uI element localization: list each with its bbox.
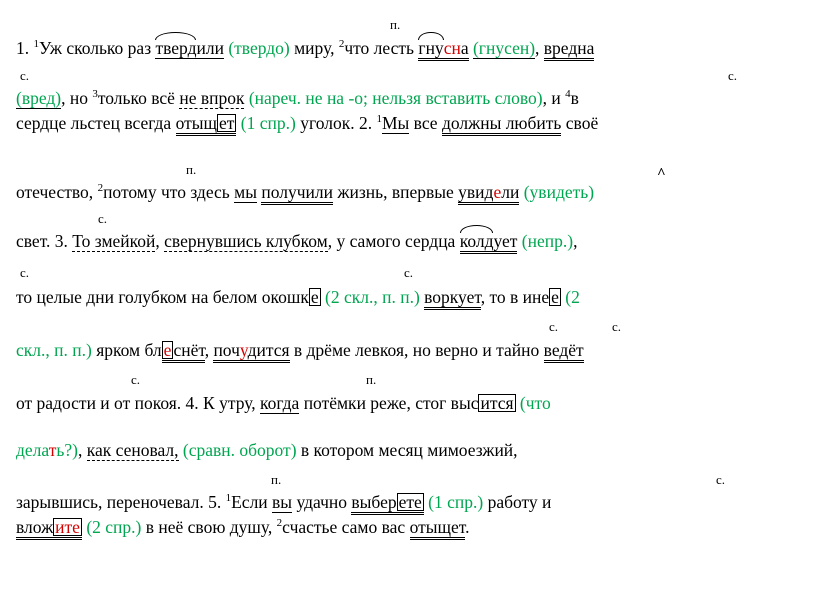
subject-vy: вы — [272, 492, 293, 512]
text-line-7 — [16, 340, 806, 360]
line-7-text-d: но верно и тайно — [412, 340, 544, 360]
word-vlozhite — [16, 517, 82, 540]
sentence-part-number: 1 — [33, 38, 39, 51]
letter-u: у — [239, 340, 248, 360]
word-pochuditsya — [213, 340, 289, 363]
phrase-to-zmeykoy: То змейкой — [72, 231, 156, 251]
ending-ili: или — [196, 38, 224, 58]
stem-poch: поч — [213, 340, 240, 360]
sentence-part-number-7: 1 — [225, 492, 232, 505]
line-5-text-c: , у самого сердца — [327, 231, 460, 251]
ending-ite-box: ите — [55, 517, 80, 537]
annotation-mark-caret: ^ — [657, 166, 666, 182]
line-1-prefix: 1. — [16, 38, 34, 58]
ending-uet: ует — [493, 231, 518, 251]
word-uvideli — [458, 182, 519, 205]
word-gnusna — [418, 38, 468, 61]
phrase-ne-vprok-text: не впрок — [179, 88, 245, 108]
predicate-vorkuet: воркует — [424, 287, 481, 310]
line-11-text-a: в неё свою душу, — [141, 517, 277, 537]
line-1-text-c: что лесть — [344, 38, 419, 58]
line-3-text-a: сердце льстец всегда — [16, 113, 176, 133]
ending-a: а — [460, 38, 469, 58]
note-declension-2-end: скл., п. п.) — [16, 340, 92, 360]
annotation-mark-s-7: с. — [612, 319, 622, 334]
check-word-vred: (вред) — [16, 88, 62, 108]
note-adverb-rule: (нареч. не на -о; нельзя вставить слово) — [248, 88, 543, 108]
word-vyberete — [351, 492, 423, 515]
line-9-text-a: , — [77, 440, 87, 460]
annotation-mark-p-2: п. — [186, 162, 197, 177]
text-line-10 — [16, 492, 806, 512]
line-3-text-b: уголок. 2. — [295, 113, 377, 133]
check-word-uvidet: (увидеть) — [523, 182, 595, 202]
line-4-text-c: жизнь, впервые — [333, 182, 459, 202]
line-5-text-d: , — [573, 231, 578, 251]
word-tverdili — [155, 38, 223, 59]
stem-otyshch: отыщ — [175, 113, 217, 133]
line-2-text-a: , но — [61, 88, 93, 108]
line-1-text-b: миру, — [289, 38, 339, 58]
letter-e-box: е — [163, 340, 172, 360]
text-line-4 — [16, 182, 806, 202]
predicate-dolzhny-lyubit: должны любить — [442, 113, 561, 136]
note-declension-1: (2 скл., п. п.) — [325, 287, 420, 307]
phrase-kak-senoval: как сеновал, — [86, 440, 179, 460]
word-blesnyot — [162, 340, 205, 363]
check-word-tverdo: (твердо) — [228, 38, 290, 58]
line-6-text-b: , то в ине — [480, 287, 550, 307]
annotation-mark-s-4: с. — [20, 265, 30, 280]
sentence-part-number-5: 1 — [376, 113, 382, 126]
annotation-mark-s-3: с. — [98, 211, 108, 226]
annotation-mark-s-9: с. — [716, 472, 726, 487]
sentence-part-number-6: 2 — [97, 182, 104, 195]
root-tverd: тверд — [155, 38, 197, 58]
ending-li: ли — [501, 182, 520, 202]
annotation-mark-s-1: с. — [20, 68, 30, 83]
line-7-text-b: , — [204, 340, 214, 360]
phrase-svernuvshis-klubkom: свернувшись клубком — [164, 231, 328, 251]
line-2-text-b: только всё — [97, 88, 180, 108]
line-6-text-a: то целые дни голубком на белом окошк — [16, 287, 309, 307]
note-question-start: (что — [519, 393, 551, 413]
annotation-mark-s-5: с. — [404, 265, 414, 280]
annotation-mark-s-6: с. — [549, 319, 559, 334]
note-conjugation-2: (2 спр.) — [86, 517, 142, 537]
ending-e-box-2: е — [551, 287, 559, 307]
line-1-text-d: , — [535, 38, 544, 58]
note-comparative-turn: (сравн. оборот) — [182, 440, 297, 460]
annotation-mark-s-2: с. — [728, 68, 738, 83]
subject-my: Мы — [381, 113, 410, 133]
ending-ete-box: ете — [398, 492, 422, 512]
note-declension-2-start: (2 — [565, 287, 580, 307]
phrase-ne-vprok — [179, 88, 244, 109]
line-5-text-b: , — [155, 231, 165, 251]
text-line-9 — [16, 440, 806, 460]
word-otyshchet — [176, 113, 237, 136]
root-kold: колд — [459, 231, 494, 251]
line-10-text-a: зарывшись, переночевал. 5. — [16, 492, 226, 512]
annotation-mark-p-1: п. — [390, 17, 401, 32]
predicate-vedyot: ведёт — [544, 340, 584, 363]
predicate-otyshchet: отыщет — [410, 517, 466, 540]
note-question-a: дела — [16, 440, 49, 460]
line-10-text-c: удачно — [292, 492, 352, 512]
word-vredna: вредна — [544, 38, 595, 61]
subject-my-2: мы — [234, 182, 257, 202]
text-line-1 — [16, 38, 806, 58]
text-line-6 — [16, 287, 806, 307]
text-line-8 — [16, 393, 806, 413]
line-10-text-d: работу и — [483, 492, 552, 512]
line-8-text-a: от радости и от покоя. 4. К утру, — [16, 393, 260, 413]
note-conjugation-1b: (1 спр.) — [428, 492, 484, 512]
sentence-part-number-2: 2 — [338, 38, 345, 51]
suffix-sn: сн — [443, 38, 461, 58]
line-4-text-a: отечество, — [16, 182, 98, 202]
predicate-poluchili: получили — [261, 182, 333, 205]
text-line-5 — [16, 231, 806, 251]
annotation-mark-p-3: п. — [366, 372, 377, 387]
rest-snyot: снёт — [173, 340, 205, 360]
line-8-text-b: потёмки реже, стог выс — [299, 393, 479, 413]
line-3-text-c: все — [409, 113, 442, 133]
line-10-text-b: Если — [231, 492, 273, 512]
ending-et-box: ет — [218, 113, 235, 133]
stem-uvid: увид — [458, 182, 494, 202]
line-11-text-b: счастье само вас — [282, 517, 410, 537]
note-question-letter-t: т — [48, 440, 57, 460]
sentence-part-number-4: 4 — [565, 88, 571, 101]
line-5-text-a: свет. 3. — [16, 231, 73, 251]
stem-vlozh: влож — [16, 517, 54, 537]
note-question-b: ь?) — [56, 440, 78, 460]
text-line-11 — [16, 517, 806, 537]
ending-e-box: е — [310, 287, 319, 307]
line-3-text-d: своё — [561, 113, 599, 133]
line-11-text-c: . — [465, 517, 470, 537]
line-1-text-a: Уж сколько раз — [39, 38, 156, 58]
rest-ditsya: дится — [247, 340, 290, 360]
note-conjugation-1: (1 спр.) — [240, 113, 296, 133]
check-word-gnusen-inner: (гнусен) — [472, 38, 536, 58]
stem-vyber: выбер — [351, 492, 397, 512]
text-line-3 — [16, 113, 806, 133]
root-gnu: гну — [418, 38, 444, 58]
check-word-gnusen — [473, 38, 535, 59]
conjunction-kogda: когда — [259, 393, 300, 413]
line-7-text-c: в дрёме левкоя, — [289, 340, 413, 360]
note-nepr: (непр.) — [521, 231, 574, 251]
text-line-2 — [16, 88, 806, 108]
ending-itsya-box: ится — [480, 393, 514, 413]
line-2-text-d: в — [570, 88, 579, 108]
line-4-text-b: потому что здесь — [103, 182, 235, 202]
line-2-text-c: , и — [542, 88, 566, 108]
line-9-text-b: в котором месяц мимоезжий, — [296, 440, 518, 460]
sentence-part-number-8: 2 — [276, 517, 283, 530]
annotation-mark-s-8: с. — [131, 372, 141, 387]
suffix-e: е — [493, 182, 502, 202]
annotation-mark-p-4: п. — [271, 472, 282, 487]
line-7-text-a: ярком бл — [91, 340, 162, 360]
sentence-part-number-3: 3 — [92, 88, 98, 101]
word-kolduet — [460, 231, 518, 254]
